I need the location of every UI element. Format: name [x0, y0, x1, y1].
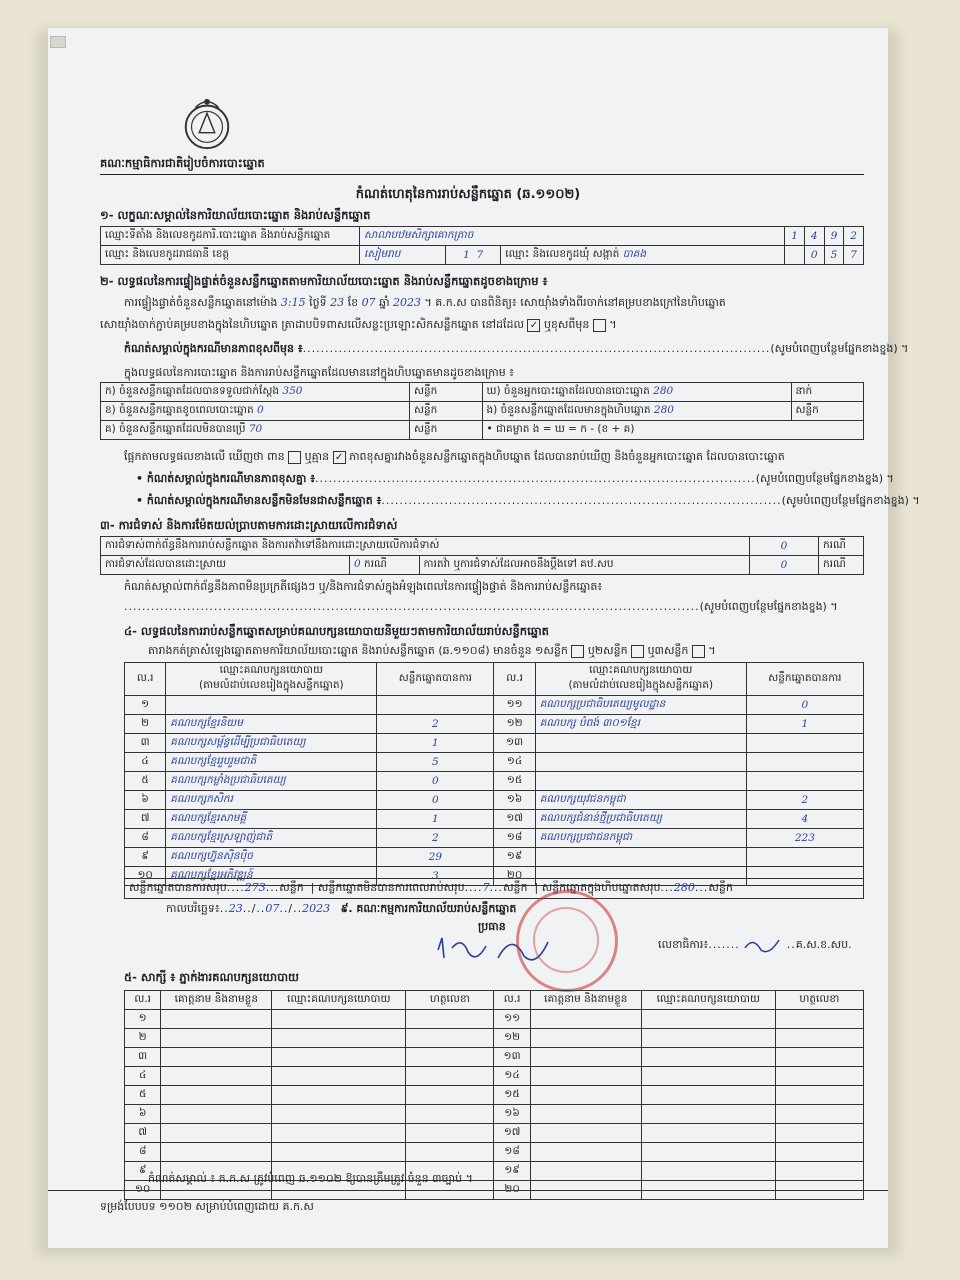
witness-cell [406, 1048, 494, 1067]
commune-code-2: 0 [804, 246, 824, 265]
changed-checkbox[interactable] [593, 319, 606, 332]
province-code: 1 7 [446, 246, 501, 265]
table-row [125, 1067, 864, 1086]
table-row [125, 696, 864, 715]
resolved-value: 0 ករណី [350, 556, 420, 575]
party-votes [746, 772, 863, 791]
party-name: គណបក្សខ្មែរស្រឡាញ់ជាតិ [166, 829, 377, 848]
party-no: ១៤ [494, 753, 535, 772]
witness-no: ១១ [494, 1010, 530, 1029]
page-title: កំណត់ហេតុនៃការរាប់សន្លឹកឆ្នោត (ឆ.១១០២) [355, 187, 581, 202]
seal-line: សោយ៉ាំងចាក់ភ្ជាប់គម្របខាងក្នុងនៃហិបឆ្នោត ត្រាដាបបិទពាសលើសន្លះប្រឡោះសិកសន្លឹកឆ្នោត នៅដដែល ✓ ឬខុសពីមុន ។ [100, 318, 617, 331]
witness-cell [161, 1124, 272, 1143]
party-no: ១៩ [494, 848, 535, 867]
verification-line: ការផ្ទៀងផ្ទាត់ចំនួនសន្លឹកឆ្នោតនៅម៉ោង 3:15 ថ្ងៃទី 23 ខែ 07 ឆ្នាំ 2023 ។ គ.ក.ស បានពិនិត្យ៖ សោយ៉ាំងទាំងពីរចាក់នៅគម្របខាងក្រៅនៃហិបឆ្នោត [124, 296, 726, 309]
party-votes: 2 [746, 791, 863, 810]
party-votes: 1 [377, 810, 494, 829]
irregularity-fill: ................................................................................................................................(សូមបំពេញបន្ថែមផ្នែកខាងខ្នង) ។ [124, 600, 838, 613]
witness-col-sign: ហត្ថលេខា [406, 991, 494, 1010]
party-name: គណបក្សកសិករ [166, 791, 377, 810]
witness-no: ៣ [125, 1048, 161, 1067]
witness-col-party-right: ឈ្មោះគណបក្សនយោបាយ [641, 991, 775, 1010]
table-row [125, 715, 864, 734]
location-code-1: 1 [785, 227, 805, 246]
official-stamp [516, 890, 618, 992]
witness-cell [272, 1105, 406, 1124]
witness-cell [406, 1086, 494, 1105]
table-row [125, 1143, 864, 1162]
one-sheet-checkbox[interactable] [571, 645, 584, 658]
witness-no: ១២ [494, 1029, 530, 1048]
witness-cell [641, 1143, 775, 1162]
appeal-value: 0 [750, 556, 819, 575]
party-votes [377, 696, 494, 715]
party-no: ១២ [494, 715, 535, 734]
witness-cell [775, 1029, 863, 1048]
table-row [125, 848, 864, 867]
party-name: គណបក្សកម្លាំងប្រជាធិបតេយ្យ [166, 772, 377, 791]
unchanged-checkbox[interactable]: ✓ [527, 319, 540, 332]
nec-logo-icon [178, 94, 236, 152]
party-name: គណបក្សខ្មែរសាមគ្គី [166, 810, 377, 829]
party-name: គណបក្សយុវជនកម្ពុជា [535, 791, 746, 810]
footer-rule [48, 1190, 888, 1191]
party-votes: 2 [377, 829, 494, 848]
witness-cell [530, 1143, 641, 1162]
witness-cell [406, 1124, 494, 1143]
witness-cell [272, 1029, 406, 1048]
table-row [101, 402, 864, 421]
party-no: ១ [125, 696, 166, 715]
witness-cell [161, 1029, 272, 1048]
party-votes: 0 [377, 772, 494, 791]
witness-cell [775, 1162, 863, 1181]
party-votes: 0 [746, 696, 863, 715]
witness-cell [641, 1010, 775, 1029]
witness-cell [272, 1067, 406, 1086]
witness-cell [530, 1124, 641, 1143]
table-row [125, 734, 864, 753]
witness-col-no-right: ល.រ [494, 991, 530, 1010]
section3-heading: ៣- ការជំទាស់ និងការម៉ែតយល់ប្រាបតាមការដោះស្រាយលើការជំទាស់ [100, 518, 398, 532]
witness-no: ៥ [125, 1086, 161, 1105]
party-votes: 2 [377, 715, 494, 734]
party-no: ៤ [125, 753, 166, 772]
witness-col-no: ល.រ [125, 991, 161, 1010]
witness-cell [406, 1105, 494, 1124]
witness-cell [775, 1124, 863, 1143]
witness-no: ១៥ [494, 1086, 530, 1105]
irregularity-note: កំណត់សម្គាល់ពាក់ព័ន្ធនឹងភាពមិនប្រក្រតីផ្សេងៗ ឬ/និងការជំទាស់ក្នុងអំឡុងពេលនៃការផ្ទៀងផ្ទាត់ និងការរាប់សន្លឹកឆ្នោត៖ [124, 580, 603, 593]
row-a-label: ក) ចំនួនសន្លឹកឆ្នោតដែលបានទទួលជាក់ស្តែង 350 [101, 383, 410, 402]
party-name: គណបក្សខ្មែរនិយម [166, 715, 377, 734]
witness-col-name-right: គោត្តនាម និងនាមខ្លួន [530, 991, 641, 1010]
section1-table [100, 226, 864, 265]
row-d-label: ឃ) ចំនួនអ្នកបោះឆ្នោតដែលបានបោះឆ្នោត 280 [482, 383, 791, 402]
mismatch-note: • កំណត់សម្គាល់ក្នុងករណីមានភាពខុសគ្នា ៖..................................................................................................(សូមបំពេញបន្ថែមផ្នែកខាងខ្នង) ។ [136, 472, 894, 485]
tally-sheet-line: តារាងកត់ត្រាសំឡេងឆ្នោតតាមការិយាល័យបោះឆ្នោត និងរាប់សន្លឹកឆ្នោត (ឆ.១១០៨) មានចំនួន ១សន្លឹក ឬ២សន្លឹក ឬ៣សន្លឹក ។ [148, 644, 716, 657]
witness-cell [641, 1067, 775, 1086]
witness-cell [641, 1048, 775, 1067]
document-sheet [48, 28, 920, 1248]
table-row [125, 1086, 864, 1105]
section4-heading: ៤- លទ្ធផលនៃការរាប់សន្លឹកឆ្នោតសម្រាប់គណបក្សនយោបាយនីមួយៗតាមការិយាល័យរាប់សន្លឹកឆ្នោត [124, 624, 549, 638]
resolved-label: ការជំទាស់ដែលបានដោះស្រាយ [101, 556, 350, 575]
complaints-table [100, 536, 864, 575]
witness-cell [775, 1105, 863, 1124]
witness-no: ១៨ [494, 1143, 530, 1162]
party-votes: 223 [746, 829, 863, 848]
section1-heading: ១- លក្ខណៈសម្គាល់នៃការិយាល័យបោះឆ្នោត និងរាប់សន្លឹកឆ្នោត [100, 208, 371, 222]
witness-no: ៧ [125, 1124, 161, 1143]
totals-row: សន្លឹកឆ្នោតបានការសរុប....273...សន្លឹក | សន្លឹកឆ្នោតមិនបានការពេលរាប់សរុប....7...សន្លឹក | សន្លឹកឆ្នោតក្នុងហិបឆ្នោតសរុប...280...សន្លឹក [124, 878, 864, 899]
witness-cell [161, 1067, 272, 1086]
party-no: ១៥ [494, 772, 535, 791]
witness-cell [161, 1143, 272, 1162]
table-row [125, 772, 864, 791]
party-no: ១០ [125, 867, 166, 886]
witness-cell [161, 1086, 272, 1105]
col-party-right: ឈ្មោះគណបក្សនយោបាយ (តាមលំដាប់លេខរៀងក្នុងសន្លឹកឆ្នោត) [535, 663, 746, 696]
party-no: ៨ [125, 829, 166, 848]
witness-no: ១៦ [494, 1105, 530, 1124]
ballot-count-table [100, 382, 864, 440]
party-no: ១៦ [494, 791, 535, 810]
party-name: គណបក្សខ្មែររួបរួមជាតិ [166, 753, 377, 772]
party-no: ១៣ [494, 734, 535, 753]
row-b-unit: សន្លឹក [410, 402, 483, 421]
witness-cell [530, 1010, 641, 1029]
party-name [535, 848, 746, 867]
witness-cell [406, 1029, 494, 1048]
party-name: គណបក្សប្រជាជនកម្ពុជា [535, 829, 746, 848]
form-footer: ទម្រង់បែបបទ ១១០២ សម្រាប់បំពេញដោយ គ.ក.ស [100, 1200, 314, 1213]
col-no-left: ល.រ [125, 663, 166, 696]
witness-cell [775, 1048, 863, 1067]
witness-cell [272, 1124, 406, 1143]
witness-no: ៤ [125, 1067, 161, 1086]
witness-cell [406, 1143, 494, 1162]
table-row [125, 1029, 864, 1048]
location-value: សាលាបឋមសិក្សាគោកត្រាច [360, 227, 785, 246]
witness-cell [272, 1048, 406, 1067]
appeal-label: ការតវ៉ា ឬការជំទាស់ដែលអាចនឹងប្ដឹងទៅ គឋ.សប [419, 556, 749, 575]
row-c-label: គ) ចំនួនសន្លឹកឆ្នោតដែលមិនបានប្រើ 70 [101, 421, 410, 440]
party-votes [746, 734, 863, 753]
non-ballot-note: • កំណត់សម្គាល់ក្នុងករណីមានសន្លឹកមិនមែនជាសន្លឹកឆ្នោត ៖.........................................................................................(សូមបំពេញបន្ថែមផ្នែកខាងខ្នង) ។ [136, 494, 920, 507]
party-name: គណបក្សហ្វ៊ុនស៊ិនប៉ិច [166, 848, 377, 867]
formula: • ជាគម្លាត ង = ឃ = ក - (ខ + គ) [482, 421, 864, 440]
party-no: ២០ [494, 867, 535, 886]
location-label: ឈ្មោះទីតាំង និងលេខកូដការិ.បោះឆ្នោត និងរាប់សន្លឹកឆ្នោត [101, 227, 360, 246]
witness-no: ៦ [125, 1105, 161, 1124]
party-name [535, 734, 746, 753]
secretary-signature [743, 936, 783, 954]
witness-no: ២០ [494, 1181, 530, 1200]
party-votes: 1 [746, 715, 863, 734]
witness-no: ១ [125, 1010, 161, 1029]
location-code-2: 4 [804, 227, 824, 246]
table-row [101, 383, 864, 402]
witness-col-party: ឈ្មោះគណបក្សនយោបាយ [272, 991, 406, 1010]
witness-no: ២ [125, 1029, 161, 1048]
witness-no: ១០ [125, 1181, 161, 1200]
difference-no-checkbox[interactable]: ✓ [333, 451, 346, 464]
party-votes [746, 753, 863, 772]
witness-cell [530, 1105, 641, 1124]
committee-name: គណៈកម្មាធិការជាតិរៀបចំការបោះឆ្នោត [100, 156, 265, 170]
party-votes: 3 [377, 867, 494, 886]
witness-cell [406, 1010, 494, 1029]
witness-cell [161, 1010, 272, 1029]
witness-cell [641, 1162, 775, 1181]
party-no: ៩ [125, 848, 166, 867]
witness-cell [161, 1105, 272, 1124]
party-name: គណបក្សប្រជាធិបតេយ្យមូលដ្ឋាន [535, 696, 746, 715]
witness-no: ១៣ [494, 1048, 530, 1067]
party-no: ៥ [125, 772, 166, 791]
party-no: ៣ [125, 734, 166, 753]
witness-cell [406, 1067, 494, 1086]
party-name: គណបក្សខ្មែរអភិវឌ្ឍន៍ [166, 867, 377, 886]
witness-cell [530, 1086, 641, 1105]
witness-cell [775, 1067, 863, 1086]
party-no: ២ [125, 715, 166, 734]
difference-check-line: ផ្អែកតាមលទ្ធផលខាងលើ ឃើញថា ពាន ឬគ្មាន ✓ ភាពខុសគ្នារវាងចំនួនសន្លឹកឆ្នោតក្នុងហិបឆ្នោត ដែលបានរាប់ឃើញ និងចំនួនអ្នកបោះឆ្នោត ដែលបានបោះឆ្នោត [124, 450, 785, 463]
party-name: គណបក្ស បំពង់ ៣០១ខ្មែរ [535, 715, 746, 734]
table-row [125, 810, 864, 829]
table-row [101, 556, 864, 575]
party-no: ១១ [494, 696, 535, 715]
witness-table [124, 990, 864, 1200]
party-name [535, 772, 746, 791]
row-e-unit: សន្លឹក [791, 402, 864, 421]
party-no: ១៨ [494, 829, 535, 848]
party-votes: 5 [377, 753, 494, 772]
col-votes-right: សន្លឹកឆ្នោតបានការ [746, 663, 863, 696]
table-row [125, 1105, 864, 1124]
row-b-label: ខ) ចំនួនសន្លឹកឆ្នោតខូចពេលបោះឆ្នោត 0 [101, 402, 410, 421]
witness-no: ១៤ [494, 1067, 530, 1086]
col-party-left: ឈ្មោះគណបក្សនយោបាយ (តាមលំដាប់លេខរៀងក្នុងសន្លឹកឆ្នោត) [166, 663, 377, 696]
table-row [125, 791, 864, 810]
party-no: ៦ [125, 791, 166, 810]
appeal-unit: ករណី [819, 556, 864, 575]
witness-cell [161, 1048, 272, 1067]
witness-cell [775, 1143, 863, 1162]
complaints-value: 0 [750, 537, 819, 556]
commune-code-1 [785, 246, 805, 265]
party-name [166, 696, 377, 715]
col-votes-left: សន្លឹកឆ្នោតបានការ [377, 663, 494, 696]
row-e-label: ង) ចំនួនសន្លឹកឆ្នោតដែលមានក្នុងហិបឆ្នោត 280 [482, 402, 791, 421]
party-name: គណបក្សសម្ព័ន្ធដើម្បីប្រជាធិបតេយ្យ [166, 734, 377, 753]
witness-cell [641, 1086, 775, 1105]
witness-cell [530, 1048, 641, 1067]
party-name [535, 753, 746, 772]
complaints-unit: ករណី [819, 537, 864, 556]
party-results-table [124, 662, 864, 886]
commune-label: ឈ្មោះ និងលេខកូដឃុំ សង្កាត់ បាគង [501, 246, 785, 265]
commune-code-3: 5 [824, 246, 844, 265]
row-c-unit: សន្លឹក [410, 421, 483, 440]
section2-heading: ២- លទ្ធផលនៃការផ្ទៀងផ្ទាត់ចំនួនសន្លឹកឆ្នោតតាមការិយាល័យបោះឆ្នោត និងរាប់សន្លឹកឆ្នោតដូចខាងក្រោម ៖ [100, 274, 548, 288]
province-label: ឈ្មោះ និងលេខកូដរាជធានី ខេត្ត [101, 246, 360, 265]
table-row [125, 1048, 864, 1067]
tape-corner [50, 36, 66, 48]
witness-cell [775, 1086, 863, 1105]
witness-cell [530, 1162, 641, 1181]
witness-cell [641, 1029, 775, 1048]
three-sheet-checkbox[interactable] [692, 645, 705, 658]
party-votes: 1 [377, 734, 494, 753]
province-value: សៀមរាប [360, 246, 446, 265]
witness-no: ៩ [125, 1162, 161, 1181]
table-row [101, 421, 864, 440]
complaints-label: ការជំទាស់ពាក់ព័ន្ធនឹងការរាប់សន្លឹកឆ្នោត និងការតវ៉ាទៅនឹងការដោះស្រាយលើការជំទាស់ [101, 537, 750, 556]
witness-no: ១៩ [494, 1162, 530, 1181]
table-row [101, 537, 864, 556]
party-name: គណបក្សជំនាន់ថ្មីប្រជាធិបតេយ្យ [535, 810, 746, 829]
location-code-3: 9 [824, 227, 844, 246]
row-a-unit: សន្លឹក [410, 383, 483, 402]
row-d-unit: នាក់ [791, 383, 864, 402]
party-votes: 4 [746, 810, 863, 829]
results-intro: ក្នុងលទ្ធផលនៃការបោះឆ្នោត និងការរាប់សន្លឹកឆ្នោតដែលមាននៅក្នុងហិបឆ្នោតមានដូចខាងក្រោម ៖ [124, 366, 515, 379]
table-row [125, 753, 864, 772]
witness-note: កំណត់សម្គាល់ ៖ គ.ក.ស ត្រូវបំពេញ ឆ.១១០២ ឱ្យបានត្រឹមត្រូវ ចំនួន ៣ច្បាប់ ។ [148, 1172, 473, 1185]
witness-cell [530, 1067, 641, 1086]
section5-heading: ៥- សាក្សី ៖ ភ្នាក់ងារគណបក្សនយោបាយ [124, 970, 299, 984]
table-row [125, 1124, 864, 1143]
two-sheet-checkbox[interactable] [631, 645, 644, 658]
table-row [125, 1010, 864, 1029]
witness-cell [530, 1029, 641, 1048]
party-votes: 29 [377, 848, 494, 867]
witness-cell [272, 1143, 406, 1162]
date-line: កាលបរិច្ឆេទ៖..23../..07../..2023 ៩. គណៈកម្មការការិយាល័យរាប់សន្លឹកឆ្នោត [166, 902, 517, 915]
witness-no: ៨ [125, 1143, 161, 1162]
witness-cell [641, 1105, 775, 1124]
chair-label: ប្រធាន [478, 920, 506, 933]
party-no: ៧ [125, 810, 166, 829]
col-no-right: ល.រ [494, 663, 535, 696]
header-rule [100, 174, 864, 175]
table-row [125, 829, 864, 848]
party-votes [746, 848, 863, 867]
witness-col-name: គោត្តនាម និងនាមខ្លួន [161, 991, 272, 1010]
difference-note: កំណត់សម្គាល់ក្នុងករណីមានភាពខុសពីមុន ៖........................................................................................................(សូមបំពេញបន្ថែមផ្នែកខាងខ្នង) ។ [124, 342, 909, 355]
witness-cell [775, 1010, 863, 1029]
witness-no: ១៧ [494, 1124, 530, 1143]
secretary-line: លេខាធិការ៖....... ..គ.ស.ខ.សប. [658, 936, 852, 954]
witness-cell [272, 1086, 406, 1105]
party-votes: 0 [377, 791, 494, 810]
party-no: ១៧ [494, 810, 535, 829]
location-code-4: 2 [844, 227, 864, 246]
witness-col-sign-right: ហត្ថលេខា [775, 991, 863, 1010]
commune-code-4: 7 [844, 246, 864, 265]
difference-yes-checkbox[interactable] [288, 451, 301, 464]
witness-cell [272, 1010, 406, 1029]
witness-cell [641, 1124, 775, 1143]
